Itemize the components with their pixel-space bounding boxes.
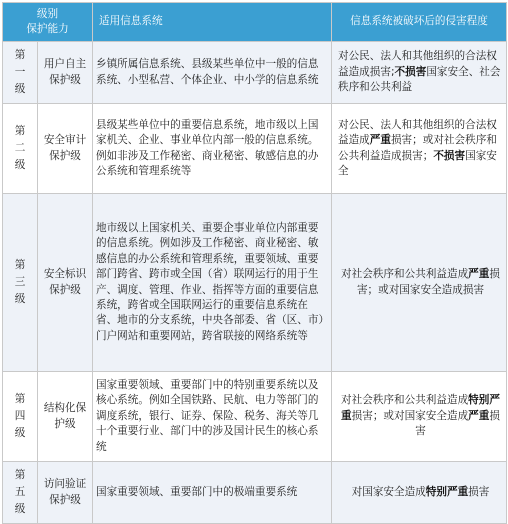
level-char: 一	[14, 66, 26, 78]
impact-text: 损害；或对社会秩序和公共利益造成损害；	[338, 134, 497, 162]
impact-emphasis: 严重	[468, 268, 490, 281]
systems-cell: 国家重要领域、重要部门中的极端重要系统	[93, 462, 332, 524]
systems-cell: 县级某些单位中的重要信息系统，地市级以上国家机关、企业、事业单位内部一般的信息系统。例如非涉及工作秘密、商业秘密、敏感信息的办公系统和管理系统等	[93, 104, 332, 194]
level-char: 三	[14, 276, 26, 288]
impact-text: 对国家安全造成	[351, 485, 426, 498]
impact-text: 损害；或对国家安全造成损害	[356, 268, 500, 296]
systems-cell: 国家重要领域、重要部门中的特别重要系统以及核心系统。例如全国铁路、民航、电力等部门的调度系统，银行、证券、保险、税务、海关等几十个重要行业、部门中的涉及国计民生的核心系统	[93, 372, 332, 462]
impact-emphasis: 特别严重	[341, 394, 500, 422]
header-impact-degree: 信息系统被破坏后的侵害程度	[332, 3, 507, 42]
table-row	[3, 194, 507, 372]
capability-cell: 结构化保护级	[38, 372, 93, 462]
impact-cell	[332, 194, 507, 372]
level-char: 五	[14, 486, 26, 498]
level-char: 第	[14, 469, 26, 481]
level-char: 级	[14, 427, 26, 439]
level-char: 级	[14, 83, 26, 95]
table-row	[3, 462, 507, 524]
table-row	[3, 104, 507, 194]
impact-text: 对公民、法人和其他组织的合法权益造成损害;	[338, 50, 497, 78]
level-cell	[3, 194, 38, 372]
impact-text: 对社会秩序和公共利益造成	[341, 268, 469, 281]
impact-text: 损害	[468, 485, 490, 498]
impact-cell	[332, 104, 507, 194]
level-cell	[3, 42, 38, 104]
level-char: 四	[14, 410, 26, 422]
impact-text: 国家安全	[338, 149, 497, 177]
level-char: 第	[14, 259, 26, 271]
impact-text: 对社会秩序和公共利益造成	[341, 394, 469, 407]
level-char: 级	[14, 293, 26, 305]
table-row	[3, 372, 507, 462]
header-level-capability: 级别 保护能力	[3, 3, 93, 42]
level-char: 第	[14, 125, 26, 137]
systems-cell: 地市级以上国家机关、重要企事业单位内部重要的信息系统。例如涉及工作秘密、商业秘密、敏感信息的办公系统和管理系统，重要领域、重要部门跨省、跨市或全国（省）联网运行的用于生产、调度、管理、作业、指挥等方面的重要信息系统，跨省或全国联网运行的重要信息系统在省、地市的分支系统，中央各部委、省（区、市）门户网站和重要网站，跨省联接的网络系统等	[93, 194, 332, 372]
level-char: 二	[14, 142, 26, 154]
impact-cell	[332, 462, 507, 524]
capability-cell: 安全审计保护级	[38, 104, 93, 194]
impact-emphasis: 不损害	[433, 149, 466, 162]
security-level-table	[2, 2, 507, 524]
header-applicable-systems: 适用信息系统	[93, 3, 332, 42]
level-cell	[3, 104, 38, 194]
capability-cell: 安全标识保护级	[38, 194, 93, 372]
impact-emphasis: 特别严重	[425, 485, 469, 498]
impact-cell	[332, 42, 507, 104]
impact-text: 对公民、法人和其他组织的合法权益造成	[338, 118, 497, 147]
impact-text: 国家安全、社会秩序和公共利益	[338, 65, 501, 94]
impact-cell	[332, 372, 507, 462]
table-header-row	[3, 3, 507, 42]
level-cell	[3, 372, 38, 462]
table-row	[3, 42, 507, 104]
level-char: 第	[14, 49, 26, 61]
systems-cell: 乡镇所属信息系统、县级某些单位中一般的信息系统、小型私营、个体企业、中小学的信息系统	[93, 42, 332, 104]
level-char: 级	[14, 503, 26, 515]
capability-cell: 用户自主保护级	[38, 42, 93, 104]
impact-text: 损害；或对国家安全造成	[351, 409, 469, 422]
level-char: 级	[14, 159, 26, 171]
impact-emphasis: 不损害	[394, 65, 427, 78]
impact-emphasis: 严重	[369, 134, 391, 147]
level-char: 第	[14, 393, 26, 405]
level-cell	[3, 462, 38, 524]
impact-text: 损害	[415, 409, 500, 438]
capability-cell: 访问验证保护级	[38, 462, 93, 524]
impact-emphasis: 严重	[468, 409, 490, 422]
